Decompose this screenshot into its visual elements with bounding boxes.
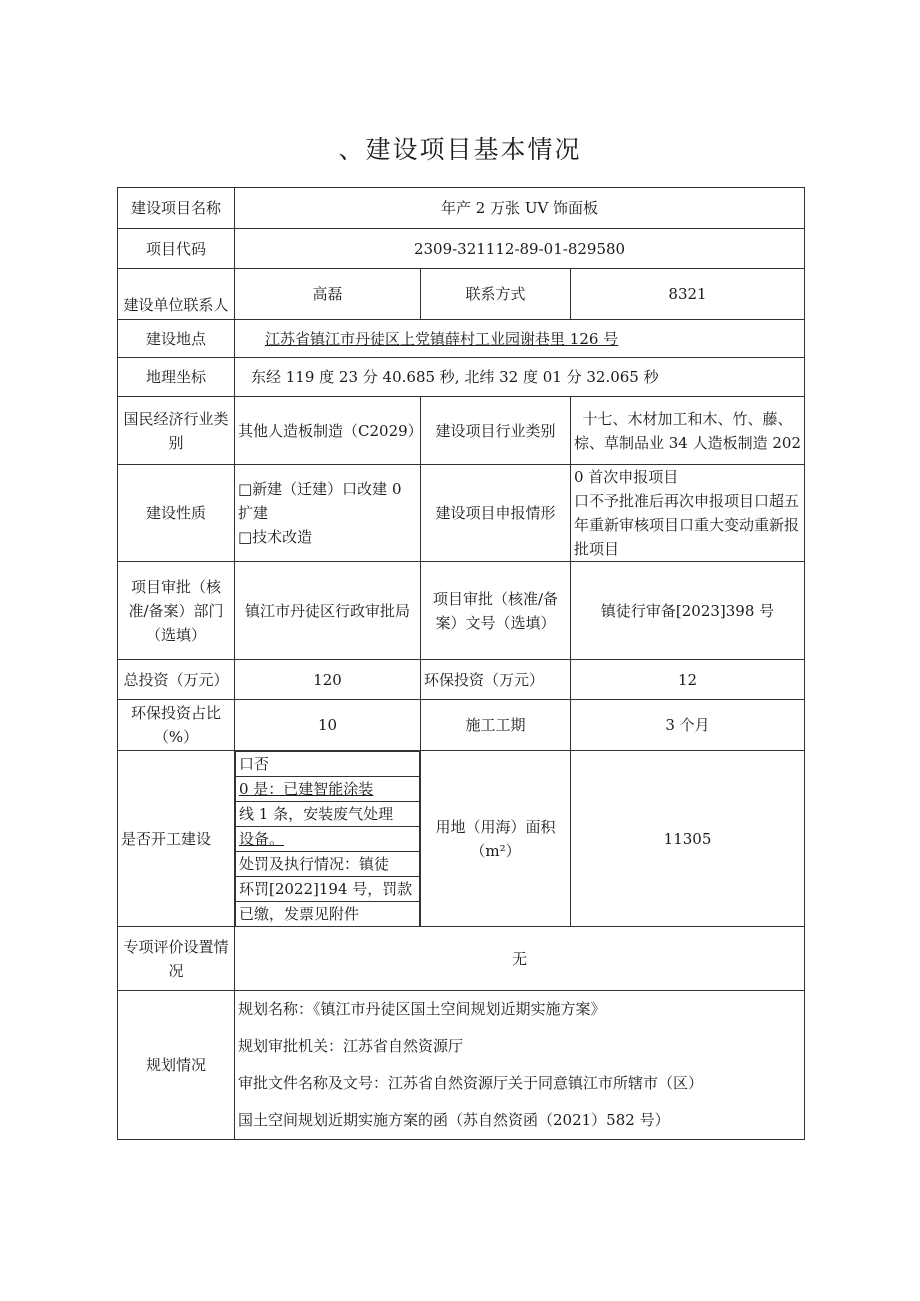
land-area-value: 11305 [571,751,805,927]
table-row [118,991,805,1140]
planning-line: 规划审批机关：江苏省自然资源厅 [238,1037,464,1055]
project-code-value: 2309-321112-89-01-829580 [235,229,805,269]
planning-details [235,991,805,1140]
industry-label: 国民经济行业类别 [118,397,235,465]
contact-method-label: 联系方式 [421,269,571,320]
started-line: 设备。 [236,827,420,852]
coords-label: 地理坐标 [118,358,235,397]
table-row [118,269,805,320]
table-row [118,188,805,229]
table-row [118,320,805,358]
started-label: 是否开工建设 [118,751,235,927]
approval-no-value: 镇徒行审备[2023]398 号 [571,562,805,660]
table-row [118,751,805,927]
approval-dept-value: 镇江市丹徒区行政审批局 [235,562,421,660]
contact-method-value: 8321 [571,269,805,320]
started-details-list [235,751,420,926]
total-investment-label: 总投资（万元） [118,660,235,700]
table-row [118,660,805,700]
total-investment-value: 120 [235,660,421,700]
approval-no-label: 项目审批（核准/备案）文号（选填） [421,562,571,660]
industry-value: 其他人造板制造（C2029） [235,397,421,465]
coords-value: 东经 119 度 23 分 40.685 秒, 北纬 32 度 01 分 32.065 秒 [235,358,805,397]
declare-option: 0 首次申报项目 [574,468,679,486]
approval-dept-label: 项目审批（核准/备案）部门（选填） [118,562,235,660]
construction-period-value: 3 个月 [571,700,805,751]
land-area-label: 用地（用海）面积（m²） [421,751,571,927]
started-line: 口否 [236,752,420,777]
env-ratio-label: 环保投资占比（%） [118,700,235,751]
planning-line: 规划名称：《镇江市丹徒区国土空间规划近期实施方案》 [238,1000,606,1018]
started-line: 0 是：已建智能涂装 [236,777,420,802]
table-row [118,358,805,397]
started-line: 已缴，发票见附件 [236,902,420,927]
project-code-label: 项目代码 [118,229,235,269]
project-industry-value: 十七、木材加工和木、竹、藤、棕、草制品业 34 人造板制造 202 [571,397,805,465]
page-title: 、建设项目基本情况 [338,135,582,164]
table-row [118,927,805,991]
nature-option: □技术改造 [238,528,313,546]
declare-label: 建设项目申报情形 [421,465,571,562]
project-name-value: 年产 2 万张 UV 饰面板 [235,188,805,229]
project-industry-label: 建设项目行业类别 [421,397,571,465]
nature-options [235,465,421,562]
started-line: 环罚[2022]194 号，罚款 [236,877,420,902]
location-value: 江苏省镇江市丹徒区上党镇薛村工业园谢巷里 126 号 [235,320,805,358]
table-row [118,700,805,751]
table-row [118,397,805,465]
declare-option: 口不予批准后再次申报项目口超五年重新审核项目口重大变动重新报批项目 [574,492,800,558]
planning-line: 国土空间规划近期实施方案的函（苏自然资函（2021）582 号） [238,1111,670,1129]
started-details [235,751,421,927]
contact-label: 建设单位联系人 [118,269,235,320]
started-line: 处罚及执行情况：镇徒 [236,852,420,877]
env-investment-value: 12 [571,660,805,700]
started-line: 线 1 条，安装废气处理 [236,802,420,827]
planning-line: 审批文件名称及文号：江苏省自然资源厅关于同意镇江市所辖市（区） [238,1074,704,1092]
env-ratio-value: 10 [235,700,421,751]
table-row [118,465,805,562]
planning-label: 规划情况 [118,991,235,1140]
project-name-label: 建设项目名称 [118,188,235,229]
project-info-table [117,187,805,1140]
table-row [118,229,805,269]
declare-options [571,465,805,562]
contact-value: 高磊 [235,269,421,320]
env-investment-label: 环保投资（万元） [421,660,571,700]
nature-option: □新建（迁建）口改建 0 扩建 [238,480,402,522]
special-eval-label: 专项评价设置情况 [118,927,235,991]
table-row [118,562,805,660]
nature-label: 建设性质 [118,465,235,562]
location-label: 建设地点 [118,320,235,358]
construction-period-label: 施工工期 [421,700,571,751]
special-eval-value: 无 [235,927,805,991]
